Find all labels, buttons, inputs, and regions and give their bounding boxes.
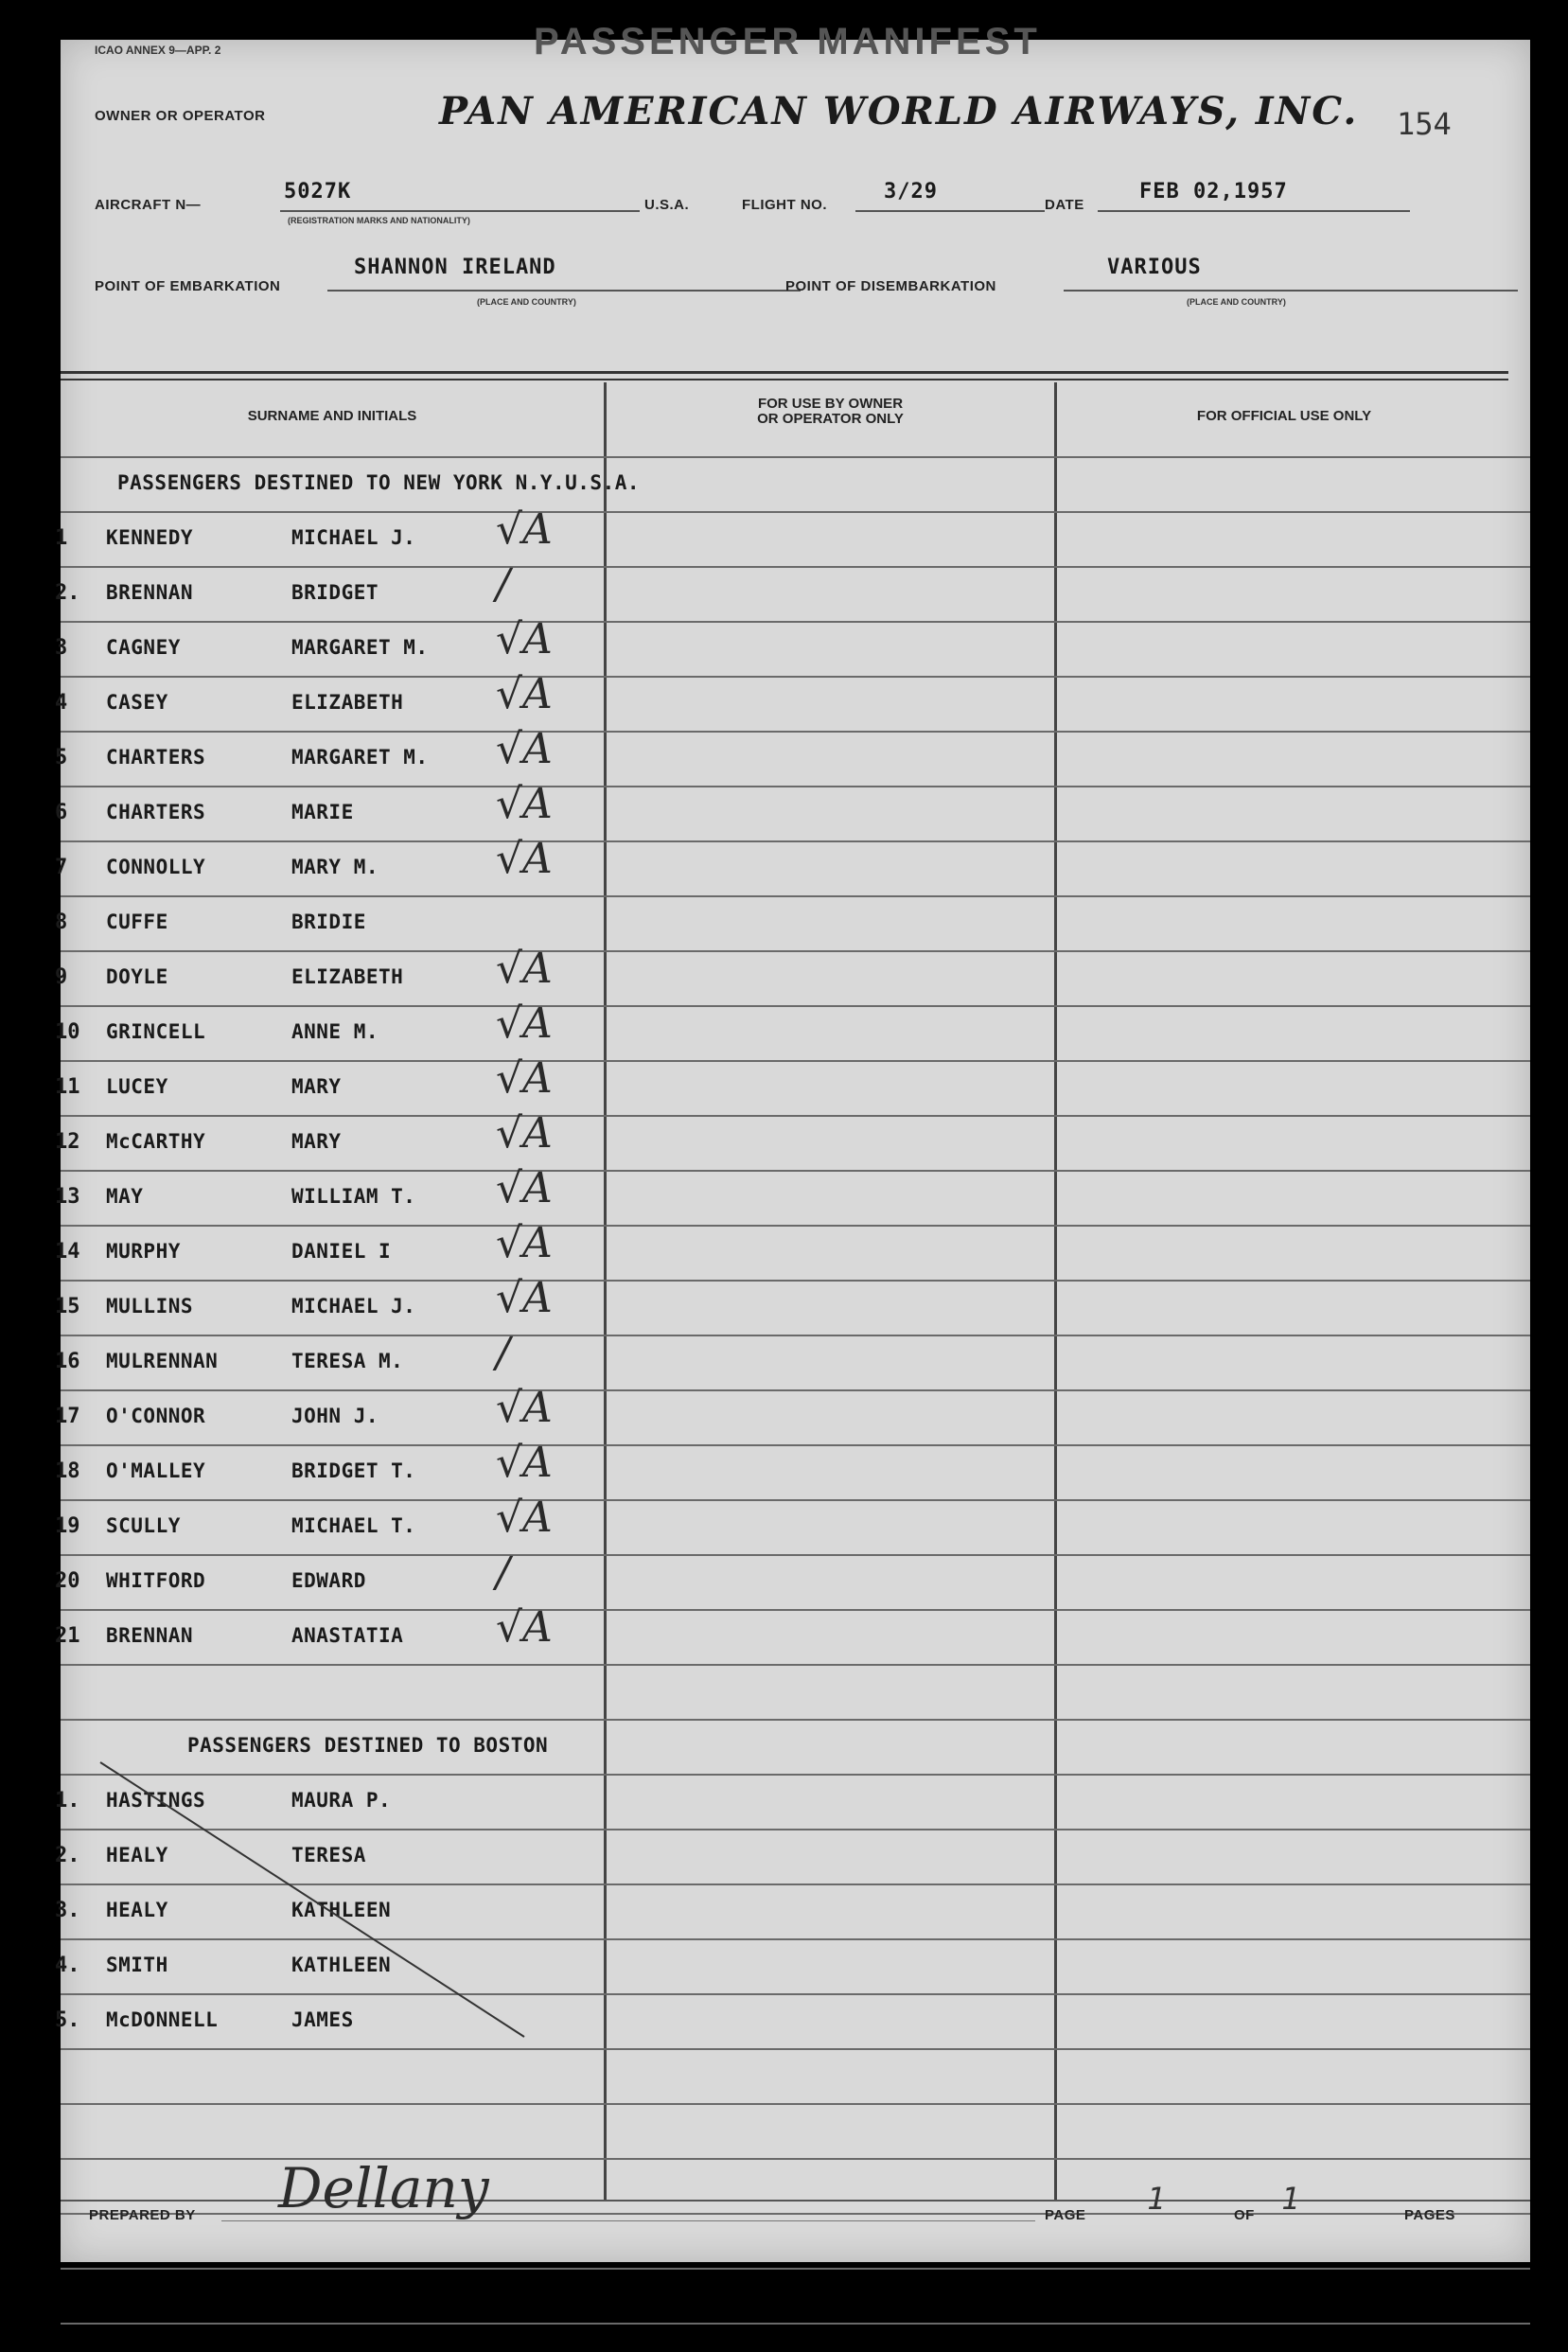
row-number: 10 — [55, 1020, 80, 1044]
passenger-given-name: MARY M. — [291, 856, 379, 878]
checkmark-annotation: √A — [496, 725, 553, 773]
row-number: 13 — [55, 1185, 80, 1209]
passenger-surname: CUFFE — [106, 911, 168, 933]
passenger-surname: BRENNAN — [106, 1624, 194, 1647]
passenger-given-name: MARY — [291, 1075, 342, 1098]
passenger-surname: BRENNAN — [106, 581, 194, 604]
strike-through-mark — [61, 40, 1530, 2262]
flight-label: FLIGHT NO. — [742, 197, 827, 213]
passenger-surname: CHARTERS — [106, 746, 206, 769]
date-label: DATE — [1045, 197, 1084, 213]
passenger-surname: MULRENNAN — [106, 1350, 219, 1372]
passenger-given-name: DANIEL I — [291, 1240, 392, 1263]
passenger-surname: CAGNEY — [106, 636, 181, 659]
passenger-given-name: MARGARET M. — [291, 636, 429, 659]
passenger-given-name: ANASTATIA — [291, 1624, 404, 1647]
row-number: 21 — [55, 1624, 80, 1648]
row-number: 5. — [55, 2008, 80, 2032]
passenger-surname: HASTINGS — [106, 1789, 206, 1812]
passenger-surname: HEALY — [106, 1844, 168, 1866]
passenger-surname: HEALY — [106, 1899, 168, 1921]
passenger-surname: CASEY — [106, 691, 168, 714]
row-number: 5 — [55, 746, 68, 769]
passenger-given-name: ANNE M. — [291, 1020, 379, 1043]
checkmark-annotation: √A — [496, 1274, 553, 1322]
passenger-surname: McCARTHY — [106, 1130, 206, 1153]
passenger-surname: DOYLE — [106, 965, 168, 988]
pages-label: PAGES — [1404, 2207, 1455, 2223]
passenger-given-name: JOHN J. — [291, 1405, 379, 1427]
checkmark-annotation: √A — [496, 780, 553, 828]
passenger-surname: O'CONNOR — [106, 1405, 206, 1427]
row-number: 16 — [55, 1350, 80, 1373]
checkmark-annotation: √A — [496, 1054, 553, 1103]
row-number: 18 — [55, 1459, 80, 1483]
passenger-given-name: MARY — [291, 1130, 342, 1153]
checkmark-annotation: / — [496, 1548, 510, 1597]
passenger-given-name: JAMES — [291, 2008, 354, 2031]
passenger-surname: MAY — [106, 1185, 144, 1208]
row-rule — [61, 2268, 1530, 2270]
row-number: 4 — [55, 691, 68, 715]
passenger-given-name: KATHLEEN — [291, 1899, 392, 1921]
passenger-surname: LUCEY — [106, 1075, 168, 1098]
passenger-given-name: MARGARET M. — [291, 746, 429, 769]
flight-value: 3/29 — [884, 180, 938, 203]
row-rule — [61, 2323, 1530, 2325]
passenger-surname: MURPHY — [106, 1240, 181, 1263]
row-number: 3 — [55, 636, 68, 660]
passenger-surname: CONNOLLY — [106, 856, 206, 878]
disembarkation-label: POINT OF DISEMBARKATION — [785, 278, 996, 294]
prepared-by-label: PREPARED BY — [89, 2207, 196, 2223]
row-number: 2. — [55, 1844, 80, 1867]
passenger-given-name: BRIDGET T. — [291, 1459, 416, 1482]
passenger-given-name: TERESA — [291, 1844, 366, 1866]
passenger-given-name: ELIZABETH — [291, 691, 404, 714]
passenger-given-name: MICHAEL J. — [291, 1295, 416, 1317]
row-number: 19 — [55, 1514, 80, 1538]
row-number: 8 — [55, 911, 68, 934]
passenger-surname: CHARTERS — [106, 801, 206, 823]
row-number: 2. — [55, 581, 80, 605]
disembarkation-value: VARIOUS — [1107, 256, 1202, 279]
passenger-given-name: BRIDIE — [291, 911, 366, 933]
row-number: 15 — [55, 1295, 80, 1318]
checkmark-annotation: √A — [496, 1494, 553, 1542]
passenger-surname: WHITFORD — [106, 1569, 206, 1592]
row-number: 17 — [55, 1405, 80, 1428]
checkmark-annotation: √A — [496, 670, 553, 718]
column-header-owner-line2: OR OPERATOR ONLY — [757, 411, 904, 427]
passenger-surname: O'MALLEY — [106, 1459, 206, 1482]
aircraft-value: 5027K — [284, 180, 352, 203]
row-number: 6 — [55, 801, 68, 824]
passenger-surname: GRINCELL — [106, 1020, 206, 1043]
form-title: PASSENGER MANIFEST — [534, 21, 1041, 62]
group-heading: PASSENGERS DESTINED TO NEW YORK N.Y.U.S.A. — [117, 471, 641, 494]
checkmark-annotation: √A — [496, 1439, 553, 1487]
aircraft-label: AIRCRAFT N— — [95, 197, 202, 213]
annex-label: ICAO ANNEX 9—APP. 2 — [95, 44, 221, 57]
checkmark-annotation: √A — [496, 1164, 553, 1212]
row-number: 9 — [55, 965, 68, 989]
passenger-surname: McDONNELL — [106, 2008, 219, 2031]
checkmark-annotation: √A — [496, 1603, 553, 1652]
of-label: OF — [1234, 2207, 1255, 2223]
embarkation-value: SHANNON IRELAND — [354, 256, 556, 279]
row-number: 12 — [55, 1130, 80, 1154]
passenger-given-name: MARIE — [291, 801, 354, 823]
checkmark-annotation: / — [496, 560, 510, 609]
strike-line — [100, 1762, 524, 2037]
passenger-given-name: MAURA P. — [291, 1789, 392, 1812]
checkmark-annotation: √A — [496, 1384, 553, 1432]
passenger-given-name: BRIDGET — [291, 581, 379, 604]
passenger-surname: SMITH — [106, 1954, 168, 1976]
row-number: 1 — [55, 526, 68, 550]
page-total: 1 — [1281, 2181, 1300, 2217]
passenger-surname: MULLINS — [106, 1295, 194, 1317]
passenger-surname: SCULLY — [106, 1514, 181, 1537]
embarkation-sublabel: (PLACE AND COUNTRY) — [477, 297, 576, 307]
passenger-given-name: MICHAEL T. — [291, 1514, 416, 1537]
page-label: PAGE — [1045, 2207, 1086, 2223]
embarkation-label: POINT OF EMBARKATION — [95, 278, 281, 294]
column-header-surname: SURNAME AND INITIALS — [247, 408, 417, 424]
disembarkation-sublabel: (PLACE AND COUNTRY) — [1187, 297, 1286, 307]
passenger-given-name: KATHLEEN — [291, 1954, 392, 1976]
passenger-given-name: ELIZABETH — [291, 965, 404, 988]
passenger-given-name: TERESA M. — [291, 1350, 404, 1372]
row-number: 7 — [55, 856, 68, 879]
passenger-surname: KENNEDY — [106, 526, 194, 549]
usa-label: U.S.A. — [644, 197, 690, 213]
checkmark-annotation: √A — [496, 505, 553, 554]
row-number: 4. — [55, 1954, 80, 1977]
airline-name: PAN AMERICAN WORLD AIRWAYS, INC. — [439, 89, 1359, 133]
passenger-given-name: WILLIAM T. — [291, 1185, 416, 1208]
prepared-underline — [221, 2220, 1035, 2221]
row-number: 14 — [55, 1240, 80, 1264]
checkmark-annotation: / — [496, 1329, 510, 1377]
aircraft-sublabel: (REGISTRATION MARKS AND NATIONALITY) — [288, 216, 470, 225]
row-number: 20 — [55, 1569, 80, 1593]
signature: Dellany — [278, 2156, 489, 2220]
date-value: FEB 02,1957 — [1139, 180, 1288, 203]
page-number: 1 — [1147, 2181, 1166, 2217]
checkmark-annotation: √A — [496, 835, 553, 883]
checkmark-annotation: √A — [496, 999, 553, 1048]
row-number: 11 — [55, 1075, 80, 1099]
row-number: 1. — [55, 1789, 80, 1813]
row-number: 3. — [55, 1899, 80, 1922]
manifest-sheet — [55, 21, 1530, 2262]
checkmark-annotation: √A — [496, 1109, 553, 1158]
checkmark-annotation: √A — [496, 945, 553, 993]
column-header-owner-line1: FOR USE BY OWNER — [757, 396, 904, 412]
page-stamp: 154 — [1397, 106, 1452, 142]
column-header-official: FOR OFFICIAL USE ONLY — [1196, 408, 1372, 424]
owner-label: OWNER OR OPERATOR — [95, 108, 266, 124]
checkmark-annotation: √A — [496, 615, 553, 663]
group-heading: PASSENGERS DESTINED TO BOSTON — [187, 1734, 549, 1757]
checkmark-annotation: √A — [496, 1219, 553, 1267]
passenger-given-name: MICHAEL J. — [291, 526, 416, 549]
passenger-given-name: EDWARD — [291, 1569, 366, 1592]
